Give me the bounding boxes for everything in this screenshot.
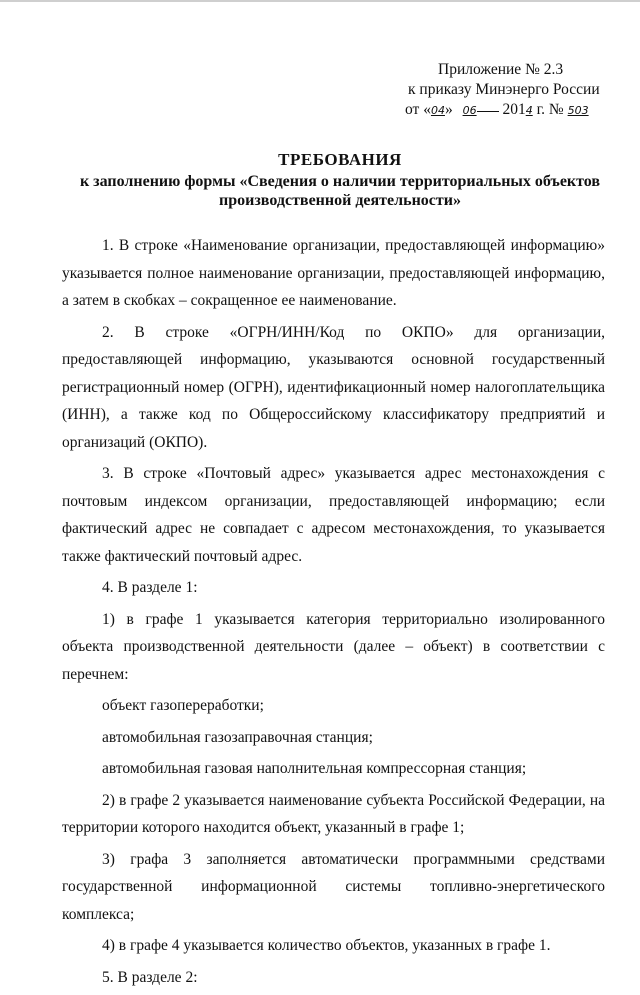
- paragraph-4-item-4: 4) в графе 4 указывается количество объектов, указанных в графе 1.: [102, 937, 551, 954]
- paragraph-4-item-2: 2) в графе 2 указывается наименование субъекта Российской Федерации, на территории которого находится объект, указанный в графе 1;: [62, 791, 605, 836]
- paragraph-2: 2. В строке «ОГРН/ИНН/Код по ОКПО» для организации, предоставляющей информацию, указываются основной государственный регистрационный номер (ОГРН), идентификационный номер налогоплательщика (ИНН), а также код по Общероссийскому классификатору предприятий и организаций (ОКПО).: [62, 323, 605, 451]
- annex-number-label: г. №: [532, 101, 568, 118]
- paragraph-4-item-1: 1) в графе 1 указывается категория территориально изолированного объекта производственной деятельности (далее – объект) в соответствии с перечнем:: [62, 610, 605, 683]
- annex-reference: [405, 60, 615, 121]
- paragraph-5-heading: 5. В разделе 2:: [102, 968, 198, 986]
- annex-handwritten-order-number: 503: [567, 104, 589, 117]
- list-item-gas-filling-station: автомобильная газозаправочная станция;: [102, 728, 373, 746]
- document-title: ТРЕБОВАНИЯ: [278, 150, 402, 169]
- annex-handwritten-day: 04: [430, 104, 445, 117]
- annex-date-separator: »: [444, 101, 457, 118]
- annex-year-prefix: 201: [498, 101, 526, 118]
- list-item-gas-processing: объект газопереработки;: [102, 697, 264, 714]
- annex-date-prefix: от «: [405, 101, 431, 118]
- document-title-block: [60, 150, 620, 210]
- document-body: [62, 232, 605, 995]
- paragraph-3: 3. В строке «Почтовый адрес» указывается адрес местонахождения с почтовым индексом организации, предоставляющей информацию; если фактический адрес не совпадает с адресом местонахождения, то указывается также фактический почтовый адрес.: [62, 465, 605, 565]
- annex-handwritten-month: 06: [462, 104, 477, 117]
- scan-top-edge: [0, 0, 640, 2]
- list-item-compressor-station: автомобильная газовая наполнительная компрессорная станция;: [102, 760, 527, 777]
- annex-number: Приложение № 2.3: [438, 61, 564, 78]
- annex-order-reference: к приказу Минэнерго России: [408, 81, 600, 98]
- document-subtitle: к заполнению формы «Сведения о наличии территориальных объектов производственной деятельности»: [79, 173, 601, 209]
- paragraph-4-heading: 4. В разделе 1:: [102, 579, 198, 596]
- paragraph-4-item-3: 3) графа 3 заполняется автоматически программными средствами государственной информационной системы топливно-энергетического комплекса;: [62, 850, 605, 923]
- paragraph-1: 1. В строке «Наименование организации, предоставляющей информацию» указывается полное наименование организации, предоставляющей информацию, а затем в скобках – сокращенное ее наименование.: [62, 237, 605, 309]
- annex-order-date-number: [405, 100, 615, 121]
- annex-handwritten-year: 4: [525, 104, 533, 117]
